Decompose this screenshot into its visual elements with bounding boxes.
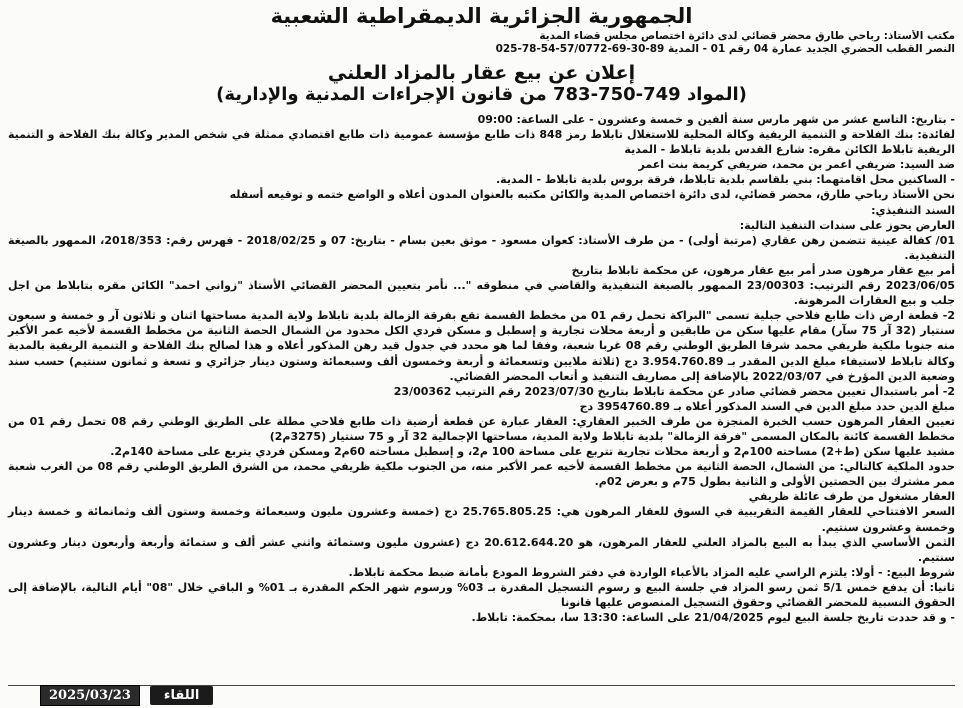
property-boundaries-paragraph: حدود الملكية كالتالي: من الشمال، الحصة الثانية من مخطط القسمة لأخيه عمر الأكبر منه، من الجنوب ملكية ظريفي محمد، من الشرق الطريق الوطني رقم 08 من الغرب شعبة ممر مشترك بين الحصتين الأولى و الثانية بطول 75م و بعرض 02م. xyxy=(8,460,955,489)
sale-order-details: 2023/06/05 رقم الترتيب: 23/00303 الممهور بالصيغة التنفيذية والقاضي في منطوقه "... نأمر بتعيين المحضر القضائي الأستاذ "زواني احمد" الكائن مقره بتابلاط من اجل جلب و بيع العقارات المرهونة. xyxy=(8,279,955,308)
enforcement-title-heading: السند التنفيذي: xyxy=(871,203,955,217)
office-phones: 025-78-54-57/0772-69-30-89 xyxy=(495,43,665,55)
buildings-line: مشيد عليها سكن (ط+2) مساحته 100م2 و أربعة محلات تجارية تتربع على مساحة 100 م2، و إسطبل مساحته 60م2 ومسكن فردي يتربع على مساحة 140م2. xyxy=(110,445,955,459)
newspaper-name: اللقاء xyxy=(150,686,214,705)
sale-order-line: أمر بيع عقار مرهون صدر أمر بيع عقار مرهون، عن محكمة تابلاط بتاريخ xyxy=(571,263,955,277)
notice-legal-reference: (المواد 749-750-783 من قانون الإجراءات المدنية والإدارية) xyxy=(216,84,747,105)
publication-date: 2025/03/23 xyxy=(40,685,140,706)
bailiff-replacement-order: 2- أمر باستبدال تعيين محضر قضائي صادر عن محكمة تابلاط بتاريخ 2023/07/30 رقم الترتيب 23/00362 xyxy=(393,384,955,398)
occupancy-line: العقار مشغول من طرف عائلة ظريفي xyxy=(748,490,955,504)
publication-footer xyxy=(40,685,213,706)
debt-amount-line: مبلغ الدين حدد مبلغ الدين في السند المذكور أعلاه بـ 3954760.89 دج xyxy=(579,399,955,413)
auction-session-date: - و قد حددت تاريخ جلسة البيع ليوم 21/04/2025 على الساعة: 13:30 سا، بمحكمة: تابلاط. xyxy=(471,611,955,625)
header-row xyxy=(8,30,955,56)
debtors-line: ضد السيد: ضريفي اعمر بن محمد، ضريفي كريمة بنت اعمر xyxy=(638,158,955,172)
sale-conditions-second: ثانيا: أن يدفع خمس 5/1 ثمن رسو المزاد في جلسة البيع و رسوم التسجيل المقدرة بـ 03% ورسوم شهر الحكم المقدرة بـ 01% و الباقي خلال "08" أيام التالية، بالإضافة إلى الحقوق النسبية للمحضر القضائي وحقوق التسجيل المنصوص عليها قانونا xyxy=(8,580,956,609)
bailiff-statement: نحن الأستاذ رباحي طارق، محضر قضائي، لدى دائرة اختصاص المدية والكائن مكتبه بالعنوان المدون أعلاه و الواضع ختمه و توقيعه أسفله xyxy=(229,188,955,202)
property-designation-paragraph: تعيين العقار المرهون حسب الخبرة المنجزة من طرف الخبير العقاري: العقار عبارة عن قطعة أرضية ذات طابع فلاحي مطلة على الطريق الوطني رقم 08 تحمل رقم 01 من مخطط القسمة كائنة بالمكان المسمى "فرقة الزمالة" بلدية تابلاط ولاية المدية، مساحتها الإجمالية 32 آر و 75 سنتيار (3275م2) xyxy=(8,414,955,443)
office-address: النصر القطب الحضري الجديد عمارة 04 رقم 01 - المدية xyxy=(668,43,955,55)
land-description-paragraph: 2- قطعة ارض ذات طابع فلاحي جبلية تسمى "البراكة تحمل رقم 01 من مخطط القسمة تقع بفرقة الزمالة بلدية تابلاط ولاية المدية مساحتها اثنان و ثلاثون آر و خمسة و سبعون سنتيار (32 آر 75 سآر) مقام عليها سكن من طابقين و أربعة محلات تجارية و إسطبل و مسكن فردي الكل محدود من الشمال الحصة الثانية من مخطط القسمة لأخيه عمر الأكبر منه جنوبا ملكية ظريفي محمد شرقا الطريق الوطني رقم 08 غربا شعبة، وفقا لما هو محدد في جدول قيد رهن المذكور أعلاه و هذا لصالح بنك الفلاحة و التنمية الريفية بالمدية وكالة تابلاط لاستيفاء مبلغ الدين المقدر بـ 3.954.760.89 دج (ثلاثة ملايين وتسعمائة و أربعة وخمسون ألف وسبعمائة وستون دينار جزائري و تسعة و ثمانون سنتيم) حسب سند وضعية الدين المؤرخ في 2022/03/07 بالإضافة إلى مصاريف التنفيذ و أتعاب المحضر القضائي. xyxy=(8,309,956,383)
enforcement-titles-intro: العارض يحوز على سندات التنفيذ التالية: xyxy=(739,218,955,232)
bailiff-office-block xyxy=(395,30,955,56)
notice-title: إعلان عن بيع عقار بالمزاد العلني xyxy=(327,62,636,84)
sale-conditions-first: شروط البيع: - أولا: يلتزم الراسي عليه المزاد بالأعباء الواردة في دفتر الشروط المودع بأمانة ضبط محكمة تابلاط. xyxy=(348,565,955,579)
base-price-paragraph: الثمن الأساسي الذي يبدأ به البيع بالمزاد العلني للعقار المرهون، هو 20.612.644.20 دج (عشرون مليون وستمائة واثني عشر ألف و ستمائة وأربعة وأربعون دينار وعشرون سنتيم. xyxy=(8,535,956,564)
office-line-2 xyxy=(395,43,955,56)
opening-price-paragraph: السعر الافتتاحي للعقار القيمة التقريبية في السوق للعقار المرهون هي: 25.765.805.25 دج (خمسة وعشرون مليون وسبعمائة وخمسة وستون ألف وثمانمائة و خمسة دينار وخمسة وعشرون سنتيم. xyxy=(8,505,955,534)
notice-date-line: - بتاريخ: التاسع عشر من شهر مارس سنة ألفين و خمسة وعشرون - على الساعة: 09:00 xyxy=(477,113,955,126)
republic-headline: الجمهورية الجزائرية الديمقراطية الشعبية xyxy=(270,4,693,28)
debtors-address-line: - الساكنين محل اقامتهما: بني بلقاسم بلدية تابلاط، فرقة بروس بلدية تابلاط - المدية. xyxy=(496,173,955,187)
beneficiary-paragraph: لفائدة: بنك الفلاحة و التنمية الريفية وكالة المحلية للاستغلال تابلاط رمز 848 ذات طابع مؤسسة عمومية ذات طابع اقتصادي ممثلة في شخص المدير وكالة بنك الفلاحة و التنمية الريفية تابلاط الكائن مقره: شارع القدس بلدية تابلاط - المدية xyxy=(8,128,955,157)
notice-body xyxy=(8,112,955,625)
mortgage-guarantee-paragraph: 01/ كفالة عينية تتضمن رهن عقاري (مرتبة أولى) - من طرف الأستاذ: كعوان مسعود - موثق بعين بسام - بتاريخ: 07 و 2018/02/25 - فهرس رقم: 2018/353، الممهور بالصيغة التنفيذية. xyxy=(8,233,955,262)
office-line-1: مكتب الأستاذ: رباحي طارق محضر قضائي لدى دائرة اختصاص مجلس قضاء المدية xyxy=(539,30,955,42)
